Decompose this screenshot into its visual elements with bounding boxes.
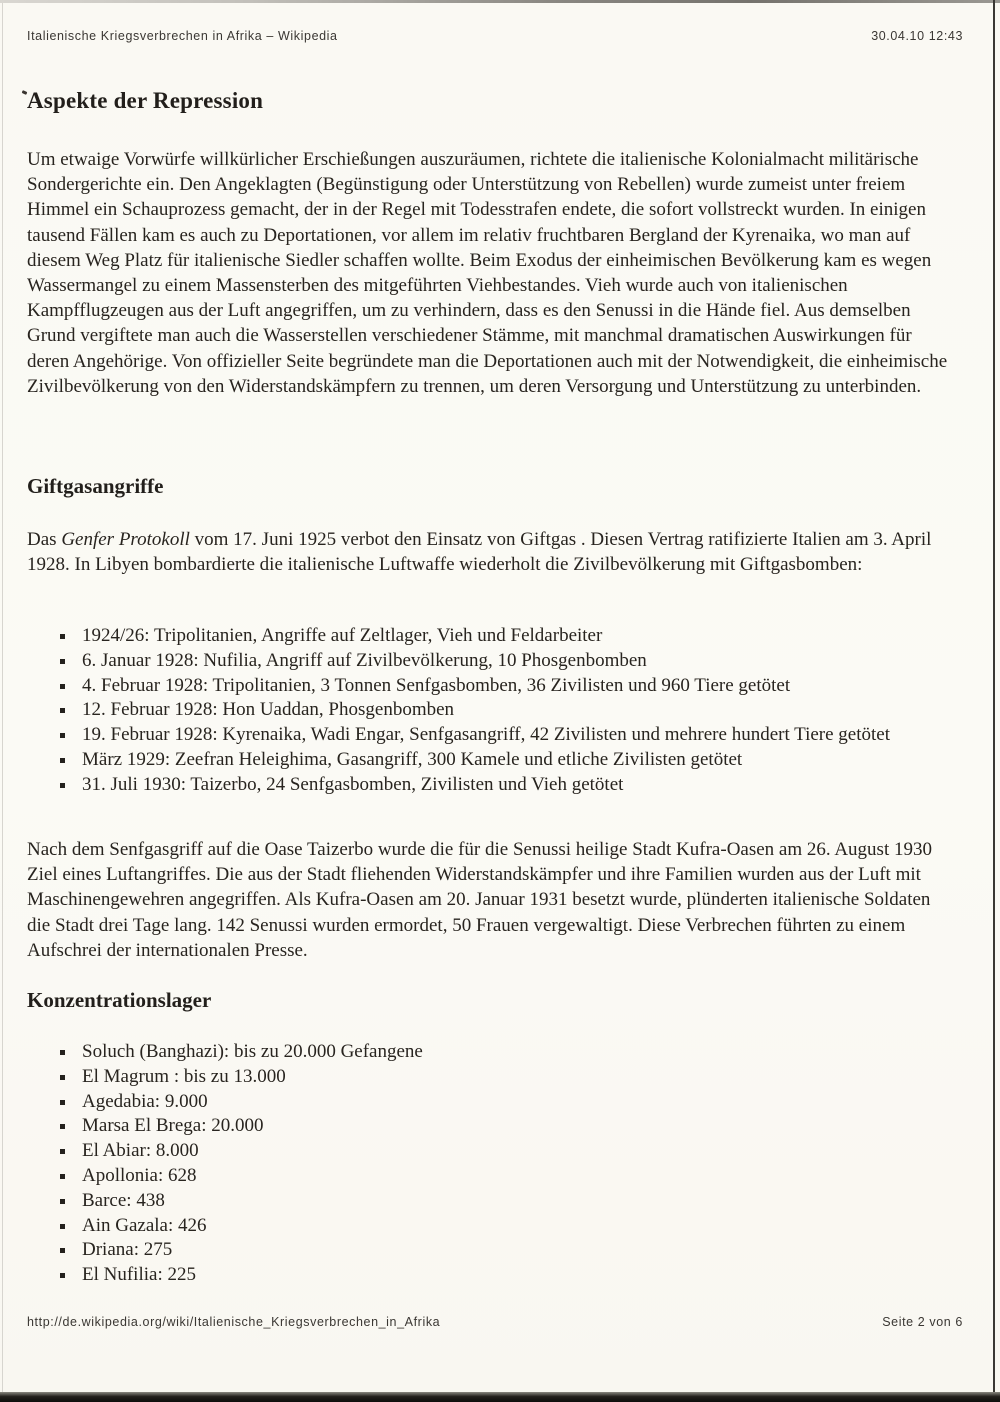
- gas-attack-list-item: [27, 773, 955, 798]
- square-bullet-icon: [60, 1174, 65, 1179]
- square-bullet-icon: [60, 659, 65, 664]
- square-bullet-icon: [60, 634, 65, 639]
- square-bullet-icon: [60, 708, 65, 713]
- square-bullet-icon: [60, 1050, 65, 1055]
- camp-list-item-text: Marsa El Brega: 20.000: [82, 1115, 264, 1137]
- square-bullet-icon: [60, 684, 65, 689]
- camp-list-item: [27, 1090, 955, 1115]
- camp-list-item: [27, 1164, 955, 1189]
- paragraph-giftgas-aftermath: Nach dem Senfgasgriff auf die Oase Taizerbo wurde die für die Senussi heilige Stadt Kufra-Oasen am 26. August 1930 Ziel eines Luftangriffes. Die aus der Stadt fliehenden Widerstandskämpfer und ihre Familien wurden aus der Luft mit Maschinengewehren angegriffen. Als Kufra-Oasen am 20. Januar 1931 besetzt wurde, plünderten italienische Soldaten die Stadt drei Tage lang. 142 Senussi wurden ermordet, 50 Frauen vergewaltigt. Diese Verbrechen führten zu einem Aufschrei der internationalen Presse.: [27, 839, 932, 961]
- gas-attack-list-item: [27, 698, 955, 723]
- camp-list-item: [27, 1263, 955, 1288]
- gas-attack-list-item: [27, 674, 955, 699]
- camps-list: [27, 1040, 955, 1288]
- camp-list-item: [27, 1065, 955, 1090]
- gas-attacks-list: [27, 624, 955, 798]
- gas-attack-list-item-text: 12. Februar 1928: Hon Uaddan, Phosgenbomben: [82, 699, 455, 721]
- gas-attack-list-item-text: 4. Februar 1928: Tripolitanien, 3 Tonnen Senfgasbomben, 36 Zivilisten und 960 Tiere getötet: [82, 674, 791, 696]
- camp-list-item-text: Driana: 275: [82, 1239, 173, 1261]
- square-bullet-icon: [60, 1124, 65, 1129]
- camp-list-item: [27, 1238, 955, 1263]
- square-bullet-icon: [60, 733, 65, 738]
- print-footer-page-indicator: Seite 2 von 6: [882, 1315, 963, 1329]
- square-bullet-icon: [60, 1199, 65, 1204]
- camp-list-item-text: Apollonia: 628: [82, 1164, 197, 1186]
- print-footer-url: http://de.wikipedia.org/wiki/Italienische_Kriegsverbrechen_in_Afrika: [27, 1315, 441, 1329]
- camp-list-item-text: El Abiar: 8.000: [82, 1140, 199, 1162]
- gas-attack-list-item-text: 19. Februar 1928: Kyrenaika, Wadi Engar, Senfgasangriff, 42 Zivilisten und mehrere hundert Tiere getötet: [82, 724, 891, 746]
- square-bullet-icon: [60, 1100, 65, 1105]
- camp-list-item-text: Agedabia: 9.000: [82, 1090, 208, 1112]
- camp-list-item: [27, 1040, 955, 1065]
- section-heading-konzentrationslager: Konzentrationslager: [27, 988, 212, 1012]
- section-heading-repression: Aspekte der Repression: [27, 88, 264, 113]
- camp-list-item: [27, 1139, 955, 1164]
- gas-attack-list-item: [27, 649, 955, 674]
- square-bullet-icon: [60, 1273, 65, 1278]
- gas-attack-list-item-text: 31. Juli 1930: Taizerbo, 24 Senfgasbomben, Zivilisten und Vieh getötet: [82, 773, 624, 795]
- camp-list-item: [27, 1214, 955, 1239]
- gas-attack-list-item: [27, 723, 955, 748]
- giftgas-intro-prefix: Das: [27, 529, 62, 550]
- square-bullet-icon: [60, 1075, 65, 1080]
- print-header-datetime: 30.04.10 12:43: [871, 29, 963, 43]
- square-bullet-icon: [60, 758, 65, 763]
- camp-list-item-text: El Magrum : bis zu 13.000: [82, 1065, 286, 1087]
- scan-edge-top: [0, 0, 1000, 3]
- print-header-title: Italienische Kriegsverbrechen in Afrika – Wikipedia: [27, 29, 338, 43]
- paragraph-repression: Um etwaige Vorwürfe willkürlicher Erschießungen auszuräumen, richtete die italienische Kolonialmacht militärische Sondergerichte ein. Den Angeklagten (Begünstigung oder Unterstützung von Rebellen) wurde zumeist unter freiem Himmel ein Schauprozess gemacht, der in der Regel mit Todesstrafen endete, die sofort vollstreckt wurden. In einigen tausend Fällen kam es auch zu Deportationen, vor allem im relativ fruchtbaren Bergland der Kyrenaika, wo man auf diesem Weg Platz für italienische Siedler schaffen wollte. Beim Exodus der einheimischen Bevölkerung kam es wegen Wassermangel zu einem Massensterben des mitgeführten Viehbestandes. Vieh wurde auch von italienischen Kampfflugzeugen aus der Luft angegriffen, um zu verhindern, dass es den Senussi in die Hände fiel. Aus demselben Grund vergiftete man auch die Wasserstellen verschiedener Stämme, mit manchmal dramatischen Auswirkungen für deren Angehörige. Von offizieller Seite begründete man die Deportationen auch mit der Notwendigkeit, die einheimische Zivilbevölkerung von den Widerstandskämpfern zu trennen, um deren Versorgung und Unterstützung zu unterbinden.: [27, 149, 948, 397]
- giftgas-intro-italic-title: Genfer Protokoll: [61, 529, 190, 550]
- camp-list-item: [27, 1189, 955, 1214]
- scan-edge-left: [2, 3, 3, 1392]
- paragraph-giftgas-intro: [27, 527, 950, 577]
- square-bullet-icon: [60, 1149, 65, 1154]
- gas-attack-list-item: [27, 624, 955, 649]
- square-bullet-icon: [60, 783, 65, 788]
- gas-attack-list-item: [27, 748, 955, 773]
- square-bullet-icon: [60, 1248, 65, 1253]
- camp-list-item-text: Soluch (Banghazi): bis zu 20.000 Gefangene: [82, 1041, 423, 1062]
- camp-list-item: [27, 1114, 955, 1139]
- camp-list-item-text: El Nufilia: 225: [82, 1264, 196, 1286]
- scan-edge-right: [993, 0, 995, 1392]
- gas-attack-list-item-text: 1924/26: Tripolitanien, Angriffe auf Zeltlager, Vieh und Feldarbeiter: [82, 625, 603, 646]
- gas-attack-list-item-text: 6. Januar 1928: Nufilia, Angriff auf Zivilbevölkerung, 10 Phosgenbomben: [82, 649, 647, 671]
- scan-edge-bottom: [0, 1392, 1000, 1402]
- square-bullet-icon: [60, 1224, 65, 1229]
- gas-attack-list-item-text: März 1929: Zeefran Heleighima, Gasangriff, 300 Kamele und etliche Zivilisten getötet: [82, 748, 743, 770]
- camp-list-item-text: Barce: 438: [82, 1189, 165, 1211]
- camp-list-item-text: Ain Gazala: 426: [82, 1214, 207, 1236]
- section-heading-giftgas: Giftgasangriffe: [27, 474, 164, 498]
- giftgas-intro-rest: vom 17. Juni 1925 verbot den Einsatz von Giftgas . Diesen Vertrag ratifizierte Italien am 3. April 1928. In Libyen bombardierte die italienische Luftwaffe wiederholt die Zivilbevölkerung mit Giftgasbomben:: [27, 529, 932, 576]
